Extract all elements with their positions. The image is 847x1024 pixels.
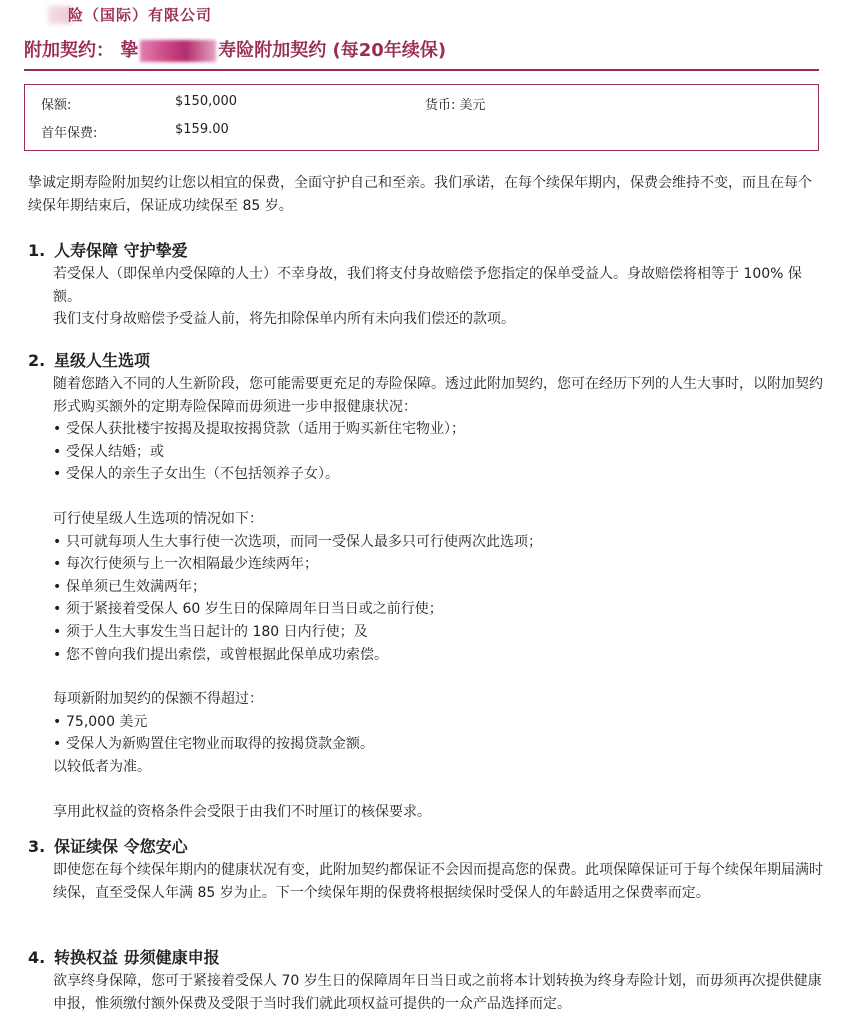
section-title: 转换权益 毋须健康申报 xyxy=(54,948,220,967)
list-item: • 受保人获批楼宇按揭及提取按揭贷款（适用于购买新住宅物业）； xyxy=(53,418,823,441)
paragraph: 随着您踏入不同的人生新阶段，您可能需要更充足的寿险保障。透过此附加契约，您可在经历下列的人生大事时，以附加契约形式购买额外的定期寿险保障而毋须进一步申报健康状况： xyxy=(53,376,823,415)
section-1 xyxy=(28,239,823,331)
list-item: • 75,000 美元 xyxy=(53,711,823,734)
page-title xyxy=(24,36,824,62)
list-item: • 受保人为新购置住宅物业而取得的按揭贷款金额。 xyxy=(53,733,823,756)
list-item: • 您不曾向我们提出索偿，或曾根据此保单成功索偿。 xyxy=(53,644,823,667)
title-suffix: 寿险附加契约 (每20年续保) xyxy=(218,40,447,61)
life-events-list xyxy=(53,418,823,486)
sum-insured-label: 保额: xyxy=(41,98,72,113)
paragraph: 若受保人（即保单内受保障的人士）不幸身故，我们将支付身故赔偿予您指定的保单受益人。身故赔偿将相等于 100% 保额。 xyxy=(53,266,802,305)
paragraph: 享用此权益的资格条件会受限于由我们不时厘订的核保要求。 xyxy=(53,803,431,820)
paragraph: 即使您在每个续保年期内的健康状况有变，此附加契约都保证不会因而提高您的保费。此项保障保证可于每个续保年期届满时续保，直至受保人年满 85 岁为止。下一个续保年期的保费将根据续保时受保人的年龄适用之保费率而定。 xyxy=(53,862,823,901)
premium-value: $159.00 xyxy=(175,122,229,137)
list-item: • 保单须已生效满两年； xyxy=(53,576,823,599)
list-item: • 须于紧接着受保人 60 岁生日的保障周年日当日或之前行使； xyxy=(53,598,823,621)
title-prefix: 附加契约： 挚 xyxy=(24,40,139,61)
list-item: • 受保人结婚；或 xyxy=(53,441,823,464)
paragraph: 以较低者为准。 xyxy=(53,758,151,775)
summary-box xyxy=(24,84,819,151)
section-2 xyxy=(28,349,823,823)
section-heading: 3. 保证续保 令您安心 xyxy=(28,837,188,856)
section-4 xyxy=(28,946,823,1015)
section-title: 星级人生选项 xyxy=(54,351,151,370)
paragraph: 我们支付身故赔偿予受益人前，将先扣除保单内所有未向我们偿还的款项。 xyxy=(53,311,515,328)
list-item: • 受保人的亲生子女出生（不包括领养子女）。 xyxy=(53,463,823,486)
paragraph: 欲享终身保障，您可于紧接着受保人 70 岁生日的保障周年日当日或之前将本计划转换为终身寿险计划，而毋须再次提供健康申报，惟须缴付额外保费及受限于当时我们就此项权益可提供的一众产品选择而定。 xyxy=(53,973,822,1012)
paragraph: 每项新附加契约的保额不得超过： xyxy=(53,691,263,708)
section-heading: 2. 星级人生选项 xyxy=(28,351,151,370)
intro-paragraph: 挚诚定期寿险附加契约让您以相宜的保费，全面守护自己和至亲。我们承诺，在每个续保年期内，保费会维持不变，而且在每个续保年期结束后，保证成功续保至 85 岁。 xyxy=(28,175,812,214)
paragraph: 可行使星级人生选项的情况如下： xyxy=(53,510,263,527)
section-title: 人寿保障 守护挚爱 xyxy=(54,241,188,260)
title-divider xyxy=(24,69,819,71)
company-name: 险（国际）有限公司 xyxy=(68,6,213,24)
list-item: • 须于人生大事发生当日起计的 180 日内行使；及 xyxy=(53,621,823,644)
currency: 货币: 美元 xyxy=(425,98,486,113)
conditions-list xyxy=(53,531,823,667)
premium-label: 首年保费: xyxy=(41,126,98,141)
section-title: 保证续保 令您安心 xyxy=(54,837,188,856)
section-heading: 1. 人寿保障 守护挚爱 xyxy=(28,241,188,260)
limits-list xyxy=(53,711,823,756)
redacted-product-name xyxy=(140,40,216,62)
section-3 xyxy=(28,835,823,904)
list-item: • 每次行使须与上一次相隔最少连续两年； xyxy=(53,553,823,576)
list-item: • 只可就每项人生大事行使一次选项，而同一受保人最多只可行使两次此选项； xyxy=(53,531,823,554)
section-heading: 4. 转换权益 毋须健康申报 xyxy=(28,948,220,967)
sum-insured-value: $150,000 xyxy=(175,94,238,109)
